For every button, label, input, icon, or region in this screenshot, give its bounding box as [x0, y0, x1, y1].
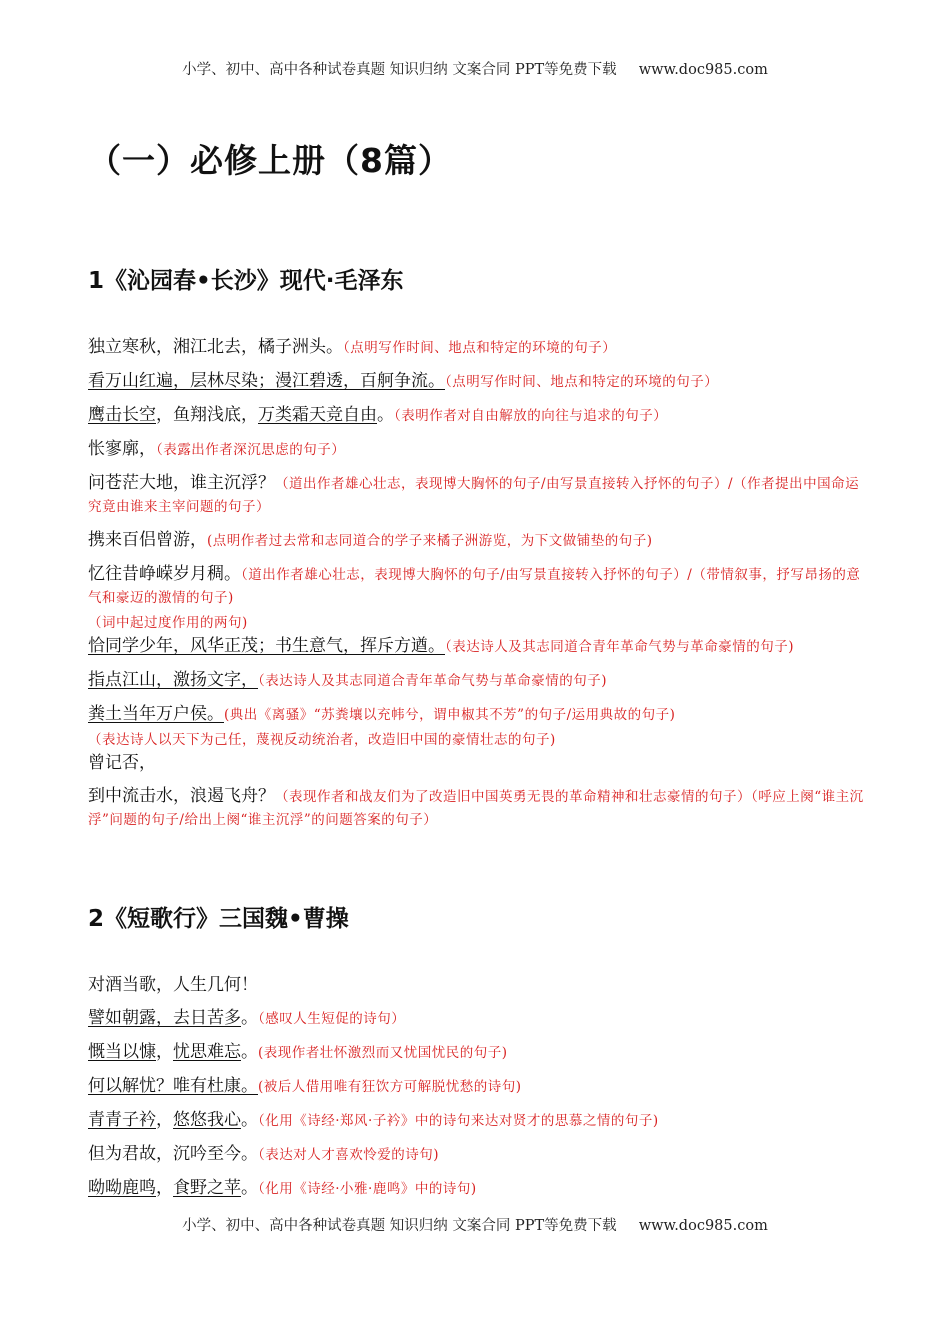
poem-line — [88, 370, 866, 393]
poem-line — [88, 752, 866, 774]
poem-line — [88, 1109, 866, 1132]
poem-line — [88, 563, 866, 609]
line-text: ， — [156, 1178, 173, 1198]
annotation: （道出作者雄心壮志，表现博大胸怀的句子/由写景直接转入抒怀的句子）/（作者提出中国命运究竟由谁来主宰问题的句子） — [88, 476, 860, 515]
poem-line — [88, 669, 866, 692]
line-text: 指点江山，激扬文字， — [88, 670, 258, 690]
line-text: 。 — [241, 1008, 258, 1028]
line-text: 食野之苹 — [173, 1178, 241, 1198]
annotation: （化用《诗经·小雅·鹿鸣》中的诗句) — [258, 1181, 477, 1197]
footer-url[interactable]: www.doc985.com — [638, 1218, 768, 1234]
line-text: 曾记否， — [88, 753, 156, 773]
annotation: （表达诗人以天下为己任，蔑视反动统治者，改造旧中国的豪情壮志的句子) — [88, 732, 556, 748]
footer-text: 小学、初中、高中各种试卷真题 知识归纳 文案合同 PPT等免费下载 — [182, 1218, 617, 1234]
poem-line — [88, 1007, 866, 1030]
page-header — [0, 58, 950, 79]
poem-lines — [88, 974, 866, 1211]
line-text: 对酒当歌，人生几何！ — [88, 975, 258, 995]
annotation: （词中起过度作用的两句) — [88, 615, 248, 631]
annotation: (表现作者壮怀激烈而又忧国忧民的句子) — [258, 1045, 508, 1061]
section-title: 1《沁园春•长沙》现代·毛泽东 — [88, 268, 404, 294]
annotation: (点明作者过去常和志同道合的学子来橘子洲游览，为下文做铺垫的句子) — [207, 533, 653, 549]
annotation: (被后人借用唯有狂饮方可解脱忧愁的诗句) — [258, 1079, 522, 1095]
line-text: 。 — [377, 405, 394, 425]
line-text: 。 — [241, 1178, 258, 1198]
line-text: 。 — [241, 1110, 258, 1130]
annotation: （表现作者和战友们为了改造旧中国英勇无畏的革命精神和壮志豪情的句子）（呼应上阕“谁主沉浮”问题的句子/给出上阕“谁主沉浮”的问题答案的句子） — [88, 789, 864, 828]
section-title: 2《短歌行》三国魏•曹操 — [88, 906, 349, 932]
annotation: （表明作者对自由解放的向往与追求的句子） — [394, 408, 668, 424]
poem-line — [88, 1143, 866, 1166]
poem-line — [88, 404, 866, 427]
annotation: (典出《离骚》“苏粪壤以充帏兮，谓申椒其不芳”的句子/运用典故的句子) — [224, 707, 676, 723]
line-text: 何以解忧？唯有杜康。 — [88, 1076, 258, 1096]
annotation: （感叹人生短促的诗句） — [258, 1011, 406, 1027]
line-text: 慨当以慷 — [88, 1042, 156, 1062]
header-text: 小学、初中、高中各种试卷真题 知识归纳 文案合同 PPT等免费下载 — [182, 62, 617, 78]
annotation: （表达诗人及其志同道合青年革命气势与革命豪情的句子) — [445, 639, 795, 655]
line-text: 忆往昔峥嵘岁月稠。 — [88, 564, 241, 584]
poem-line — [88, 1177, 866, 1200]
line-text: 呦呦鹿鸣 — [88, 1178, 156, 1198]
header-url[interactable]: www.doc985.com — [638, 62, 768, 78]
line-text: 青青子衿 — [88, 1110, 156, 1130]
poem-line — [88, 472, 866, 518]
line-text: 忧思难忘 — [173, 1042, 241, 1062]
annotation: （表达对人才喜欢怜爱的诗句) — [258, 1147, 440, 1163]
line-text: 问苍茫大地，谁主沉浮？ — [88, 473, 275, 493]
line-text: 粪土当年万户侯。 — [88, 704, 224, 724]
line-text: 怅寥廓， — [88, 439, 156, 459]
line-text: ，鱼翔浅底， — [156, 405, 258, 425]
line-text: 譬如朝露，去日苦多 — [88, 1008, 241, 1028]
annotation: （表露出作者深沉思虑的句子） — [156, 442, 346, 458]
annotation: （点明写作时间、地点和特定的环境的句子） — [343, 340, 617, 356]
annotation: （化用《诗经·郑风·子衿》中的诗句来达对贤才的思慕之情的句子) — [258, 1113, 659, 1129]
page-footer — [0, 1214, 950, 1235]
poem-line — [88, 635, 866, 658]
poem-line — [88, 336, 866, 359]
annotation: （道出作者雄心壮志，表现博大胸怀的句子/由写景直接转入抒怀的句子）/（带情叙事，抒写昂扬的意气和豪迈的激情的句子) — [88, 567, 861, 606]
line-text: 悠悠我心 — [173, 1110, 241, 1130]
line-text: 鹰击长空 — [88, 405, 156, 425]
poem-line — [88, 438, 866, 461]
annotation: （点明写作时间、地点和特定的环境的句子） — [445, 374, 719, 390]
line-text: ， — [156, 1110, 173, 1130]
page-title: （一）必修上册（8篇） — [88, 141, 452, 180]
annotation: （表达诗人及其志同道合青年革命气势与革命豪情的句子) — [258, 673, 608, 689]
poem-line — [88, 1075, 866, 1098]
line-text: 万类霜天竞自由 — [258, 405, 377, 425]
poem-line — [88, 974, 866, 996]
poem-line — [88, 785, 866, 831]
line-text: 携来百侣曾游， — [88, 530, 207, 550]
line-text: ， — [156, 1042, 173, 1062]
poem-line — [88, 703, 866, 726]
line-text: 但为君故，沉吟至今。 — [88, 1144, 258, 1164]
line-text: 到中流击水，浪遏飞舟？ — [88, 786, 275, 806]
line-text: 恰同学少年，风华正茂；书生意气，挥斥方遒。 — [88, 636, 445, 656]
poem-line — [88, 529, 866, 552]
line-text: 独立寒秋，湘江北去，橘子洲头。 — [88, 337, 343, 357]
poem-lines — [88, 336, 866, 842]
poem-line — [88, 1041, 866, 1064]
line-text: 。 — [241, 1042, 258, 1062]
line-text: 看万山红遍，层林尽染；漫江碧透，百舸争流。 — [88, 371, 445, 391]
